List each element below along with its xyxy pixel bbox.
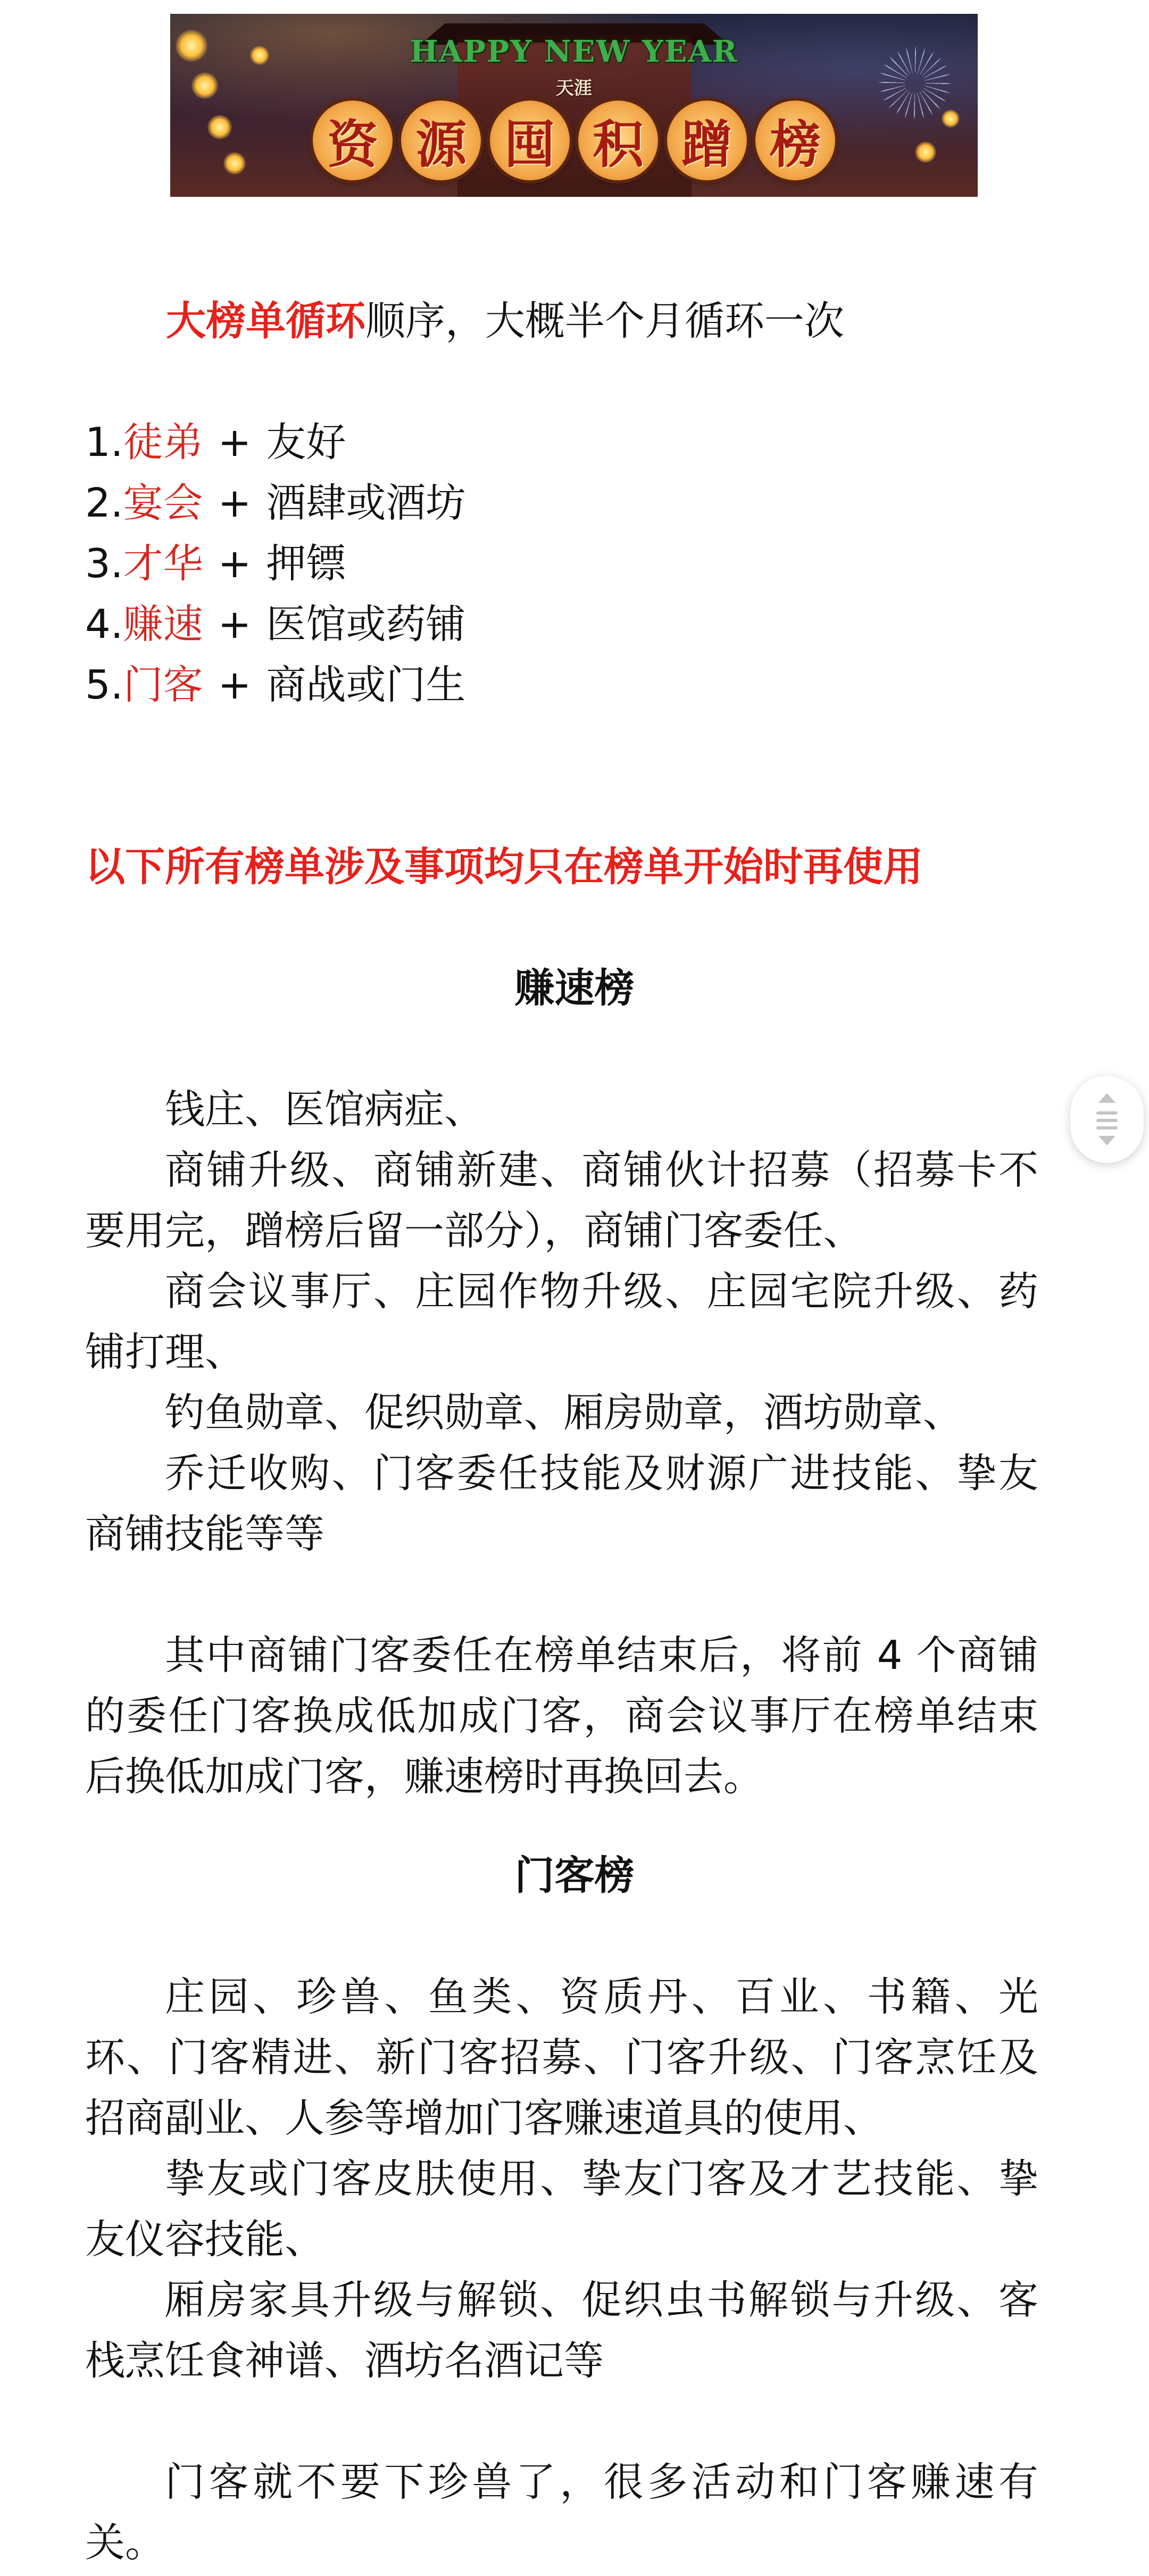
earn-paragraphs	[85, 1079, 1038, 1564]
retainer-note-text: 门客就不要下珍兽了，很多活动和门客赚速有关。	[85, 2458, 1038, 2566]
banner-small-text: 天涯	[556, 78, 592, 99]
banner-title-char: 囤	[490, 101, 570, 180]
plus-sign: +	[218, 479, 252, 526]
banner-title-char: 榜	[755, 101, 835, 180]
cycle-num: 2.	[85, 479, 123, 526]
cycle-list-item	[85, 533, 346, 594]
cycle-value: 友好	[266, 419, 346, 466]
plus-sign: +	[218, 419, 252, 466]
lantern-light	[915, 142, 936, 163]
plus-sign: +	[218, 661, 252, 708]
banner-title-char: 蹭	[667, 101, 747, 180]
cycle-value: 押镖	[266, 540, 346, 587]
banner-happy-new-year: HAPPY NEW YEAR	[410, 34, 738, 69]
cycle-value: 酒肆或酒坊	[266, 479, 466, 526]
earn-note-text: 其中商铺门客委任在榜单结束后，将前 4 个商铺的委任门客换成低加成门客，商会议事厅在榜单结束后换低加成门客，赚速榜时再换回去。	[85, 1632, 1038, 1800]
lantern-light	[223, 152, 246, 174]
cycle-num: 1.	[85, 419, 123, 466]
plus-sign: +	[218, 601, 252, 647]
lantern-light	[942, 110, 960, 128]
cycle-list-item	[85, 472, 465, 533]
intro-line	[166, 290, 844, 351]
header-banner	[170, 14, 978, 197]
cycle-num: 5.	[85, 661, 123, 708]
cycle-key: 赚速	[123, 601, 203, 647]
cycle-num: 4.	[85, 601, 123, 647]
cycle-key: 门客	[123, 661, 203, 708]
cycle-key: 徒弟	[123, 419, 203, 466]
earn-note	[85, 1625, 1038, 1807]
cycle-value: 商战或门生	[266, 661, 466, 708]
banner-title-char: 积	[578, 101, 658, 180]
banner-title-char: 源	[401, 101, 481, 180]
retainer-paragraph: 挚友或门客皮肤使用、挚友门客及才艺技能、挚友仪容技能、	[85, 2155, 1038, 2263]
lantern-light	[207, 115, 232, 139]
cycle-list-item	[85, 594, 465, 654]
cycle-list-item	[85, 654, 465, 715]
plus-sign: +	[218, 540, 252, 587]
notice-text: 以下所有榜单涉及事项均只在榜单开始时再使用	[85, 843, 923, 890]
retainer-paragraph: 庄园、珍兽、鱼类、资质丹、百业、书籍、光环、门客精进、新门客招募、门客升级、门客烹饪及招商副业、人参等增加门客赚速道具的使用、	[85, 1973, 1038, 2141]
section-title-retainer: 门客榜	[514, 1852, 635, 1899]
section-title-earn: 赚速榜	[514, 965, 635, 1011]
earn-paragraph: 商铺升级、商铺新建、商铺伙计招募（招募卡不要用完，蹭榜后留一部分），商铺门客委任、	[85, 1146, 1038, 1254]
retainer-note	[85, 2452, 1038, 2573]
earn-paragraph: 商会议事厅、庄园作物升级、庄园宅院升级、药铺打理、	[85, 1268, 1038, 1375]
intro-rest: 顺序，大概半个月循环一次	[365, 297, 845, 344]
intro-highlight: 大榜单循环	[166, 297, 366, 344]
earn-paragraph: 乔迁收购、门客委任技能及财源广进技能、挚友商铺技能等等	[85, 1450, 1038, 1557]
cycle-value: 医馆或药铺	[266, 601, 466, 647]
scroll-handle[interactable]	[1070, 1076, 1144, 1163]
retainer-paragraphs	[85, 1966, 1038, 2391]
banner-title-char: 资	[313, 101, 393, 180]
scroll-handle-icon	[1091, 1090, 1123, 1149]
earn-paragraph: 钓鱼勋章、促织勋章、厢房勋章，酒坊勋章、	[165, 1389, 963, 1436]
earn-paragraph: 钱庄、医馆病症、	[165, 1086, 485, 1133]
cycle-num: 3.	[85, 540, 123, 587]
retainer-paragraph: 厢房家具升级与解锁、促织虫书解锁与升级、客栈烹饪食神谱、酒坊名酒记等	[85, 2276, 1038, 2384]
cycle-key: 才华	[123, 540, 203, 587]
cycle-key: 宴会	[123, 479, 203, 526]
banner-title	[313, 98, 835, 183]
cycle-list-item	[85, 412, 346, 472]
